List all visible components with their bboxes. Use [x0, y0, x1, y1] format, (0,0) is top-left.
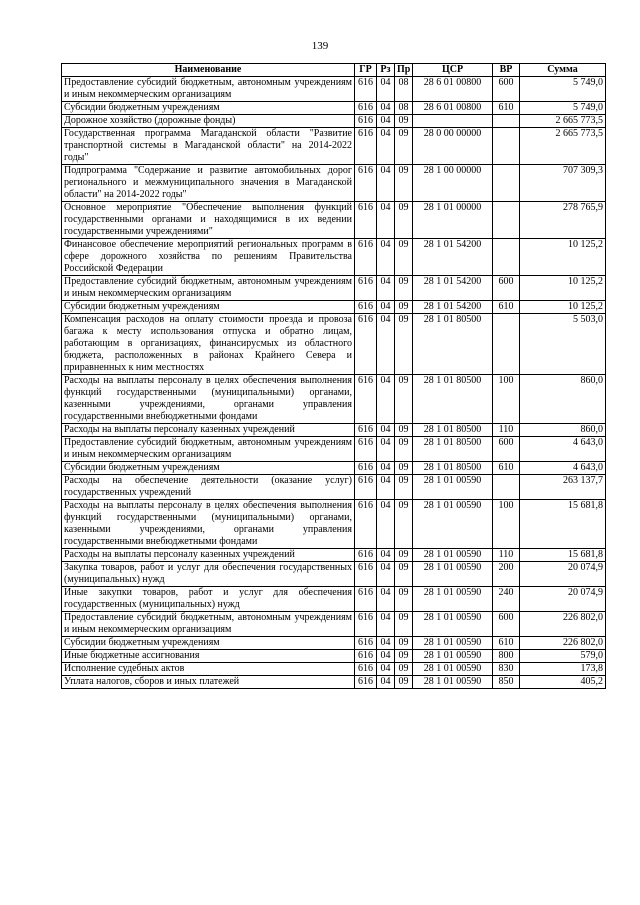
cell-csr: 28 1 01 80500	[413, 314, 493, 375]
header-name: Наименование	[62, 64, 355, 77]
table-row	[62, 202, 606, 239]
cell-pr: 09	[395, 663, 413, 676]
cell-gr: 616	[355, 314, 377, 375]
cell-sum: 4 643,0	[520, 462, 606, 475]
table-row	[62, 115, 606, 128]
budget-table	[61, 63, 606, 689]
cell-sum: 278 765,9	[520, 202, 606, 239]
cell-vr	[493, 475, 520, 500]
cell-pr: 09	[395, 650, 413, 663]
cell-gr: 616	[355, 587, 377, 612]
cell-name: Иные бюджетные ассигнования	[62, 650, 355, 663]
cell-sum: 860,0	[520, 424, 606, 437]
cell-rz: 04	[377, 549, 395, 562]
cell-vr	[493, 128, 520, 165]
cell-gr: 616	[355, 239, 377, 276]
cell-csr: 28 1 01 00590	[413, 650, 493, 663]
cell-gr: 616	[355, 102, 377, 115]
table-row	[62, 375, 606, 424]
table-row	[62, 462, 606, 475]
cell-rz: 04	[377, 650, 395, 663]
cell-rz: 04	[377, 301, 395, 314]
cell-sum: 15 681,8	[520, 500, 606, 549]
cell-vr	[493, 165, 520, 202]
table-row	[62, 587, 606, 612]
table-row	[62, 663, 606, 676]
table-row	[62, 549, 606, 562]
header-vr: ВР	[493, 64, 520, 77]
cell-gr: 616	[355, 549, 377, 562]
cell-rz: 04	[377, 475, 395, 500]
table-row	[62, 314, 606, 375]
cell-sum: 2 665 773,5	[520, 115, 606, 128]
cell-pr: 09	[395, 562, 413, 587]
cell-gr: 616	[355, 437, 377, 462]
cell-sum: 579,0	[520, 650, 606, 663]
table-row	[62, 676, 606, 689]
cell-csr: 28 1 01 00000	[413, 202, 493, 239]
table-row	[62, 437, 606, 462]
header-pr: Пр	[395, 64, 413, 77]
cell-gr: 616	[355, 115, 377, 128]
cell-gr: 616	[355, 562, 377, 587]
cell-sum: 10 125,2	[520, 276, 606, 301]
cell-csr: 28 1 01 80500	[413, 424, 493, 437]
cell-pr: 09	[395, 475, 413, 500]
cell-vr: 110	[493, 424, 520, 437]
cell-sum: 4 643,0	[520, 437, 606, 462]
cell-name: Исполнение судебных актов	[62, 663, 355, 676]
cell-vr: 600	[493, 437, 520, 462]
table-row	[62, 102, 606, 115]
cell-sum: 20 074,9	[520, 587, 606, 612]
cell-vr: 240	[493, 587, 520, 612]
cell-sum: 15 681,8	[520, 549, 606, 562]
cell-pr: 09	[395, 676, 413, 689]
cell-sum: 860,0	[520, 375, 606, 424]
cell-sum: 707 309,3	[520, 165, 606, 202]
cell-sum: 5 749,0	[520, 77, 606, 102]
cell-vr	[493, 115, 520, 128]
cell-name: Предоставление субсидий бюджетным, автономным учреждениям и иным некоммерческим организациям	[62, 77, 355, 102]
cell-vr: 610	[493, 301, 520, 314]
cell-vr: 100	[493, 375, 520, 424]
cell-rz: 04	[377, 77, 395, 102]
cell-gr: 616	[355, 676, 377, 689]
table-row	[62, 301, 606, 314]
header-rz: Рз	[377, 64, 395, 77]
table-row	[62, 650, 606, 663]
cell-gr: 616	[355, 637, 377, 650]
cell-name: Субсидии бюджетным учреждениям	[62, 301, 355, 314]
cell-pr: 09	[395, 375, 413, 424]
cell-gr: 616	[355, 663, 377, 676]
cell-name: Расходы на обеспечение деятельности (оказание услуг) государственных учреждений	[62, 475, 355, 500]
cell-name: Расходы на выплаты персоналу казенных учреждений	[62, 549, 355, 562]
cell-name: Предоставление субсидий бюджетным, автономным учреждениям и иным некоммерческим организациям	[62, 276, 355, 301]
cell-name: Основное мероприятие "Обеспечение выполнения функций государственными органами и находящимися в их ведении государственными учреждениями"	[62, 202, 355, 239]
cell-pr: 09	[395, 637, 413, 650]
cell-pr: 09	[395, 549, 413, 562]
cell-pr: 09	[395, 239, 413, 276]
cell-vr	[493, 202, 520, 239]
cell-rz: 04	[377, 128, 395, 165]
cell-pr: 09	[395, 301, 413, 314]
cell-rz: 04	[377, 612, 395, 637]
cell-vr: 800	[493, 650, 520, 663]
cell-rz: 04	[377, 663, 395, 676]
cell-rz: 04	[377, 637, 395, 650]
page-number: 139	[311, 40, 329, 52]
cell-sum: 10 125,2	[520, 239, 606, 276]
cell-gr: 616	[355, 202, 377, 239]
cell-name: Закупка товаров, работ и услуг для обеспечения государственных (муниципальных) нужд	[62, 562, 355, 587]
cell-sum: 173,8	[520, 663, 606, 676]
cell-csr: 28 1 01 00590	[413, 500, 493, 549]
cell-sum: 5 503,0	[520, 314, 606, 375]
cell-gr: 616	[355, 650, 377, 663]
cell-csr: 28 1 00 00000	[413, 165, 493, 202]
table-row	[62, 562, 606, 587]
cell-name: Иные закупки товаров, работ и услуг для обеспечения государственных (муниципальных) нужд	[62, 587, 355, 612]
table-row	[62, 500, 606, 549]
cell-name: Уплата налогов, сборов и иных платежей	[62, 676, 355, 689]
cell-name: Предоставление субсидий бюджетным, автономным учреждениям и иным некоммерческим организациям	[62, 437, 355, 462]
cell-rz: 04	[377, 115, 395, 128]
cell-pr: 09	[395, 128, 413, 165]
header-sum: Сумма	[520, 64, 606, 77]
cell-sum: 263 137,7	[520, 475, 606, 500]
cell-vr: 100	[493, 500, 520, 549]
cell-gr: 616	[355, 612, 377, 637]
cell-csr: 28 1 01 54200	[413, 239, 493, 276]
cell-name: Субсидии бюджетным учреждениям	[62, 102, 355, 115]
cell-pr: 09	[395, 115, 413, 128]
cell-gr: 616	[355, 375, 377, 424]
header-gr: ГР	[355, 64, 377, 77]
cell-pr: 09	[395, 500, 413, 549]
cell-name: Дорожное хозяйство (дорожные фонды)	[62, 115, 355, 128]
cell-name: Расходы на выплаты персоналу в целях обеспечения выполнения функций государственными (муниципальными) органами, казенными учреждениями, органами управления государственными внебюджетными фондами	[62, 375, 355, 424]
cell-vr: 850	[493, 676, 520, 689]
table-header-row	[62, 64, 606, 77]
cell-sum: 226 802,0	[520, 637, 606, 650]
cell-vr: 830	[493, 663, 520, 676]
cell-name: Субсидии бюджетным учреждениям	[62, 462, 355, 475]
cell-gr: 616	[355, 500, 377, 549]
cell-rz: 04	[377, 500, 395, 549]
cell-sum: 5 749,0	[520, 102, 606, 115]
cell-sum: 2 665 773,5	[520, 128, 606, 165]
table-row	[62, 424, 606, 437]
cell-gr: 616	[355, 276, 377, 301]
cell-rz: 04	[377, 314, 395, 375]
cell-name: Расходы на выплаты персоналу в целях обеспечения выполнения функций государственными (муниципальными) органами, казенными учреждениями, органами управления государственными внебюджетными фондами	[62, 500, 355, 549]
cell-pr: 09	[395, 314, 413, 375]
table-row	[62, 165, 606, 202]
cell-name: Государственная программа Магаданской области "Развитие транспортной системы в Магаданской области" на 2014-2022 годы"	[62, 128, 355, 165]
cell-pr: 09	[395, 462, 413, 475]
cell-csr: 28 1 01 00590	[413, 612, 493, 637]
cell-sum: 20 074,9	[520, 562, 606, 587]
cell-name: Субсидии бюджетным учреждениям	[62, 637, 355, 650]
table-row	[62, 77, 606, 102]
cell-gr: 616	[355, 462, 377, 475]
cell-rz: 04	[377, 202, 395, 239]
cell-vr: 600	[493, 77, 520, 102]
cell-csr: 28 1 01 00590	[413, 663, 493, 676]
cell-gr: 616	[355, 77, 377, 102]
cell-csr: 28 1 01 00590	[413, 562, 493, 587]
cell-csr	[413, 115, 493, 128]
cell-pr: 09	[395, 587, 413, 612]
cell-pr: 09	[395, 612, 413, 637]
cell-rz: 04	[377, 102, 395, 115]
cell-rz: 04	[377, 462, 395, 475]
cell-csr: 28 0 00 00000	[413, 128, 493, 165]
cell-vr: 610	[493, 102, 520, 115]
table-row	[62, 239, 606, 276]
cell-sum: 226 802,0	[520, 612, 606, 637]
table-row	[62, 128, 606, 165]
cell-vr: 610	[493, 637, 520, 650]
cell-vr: 600	[493, 612, 520, 637]
cell-vr: 110	[493, 549, 520, 562]
cell-rz: 04	[377, 165, 395, 202]
cell-gr: 616	[355, 128, 377, 165]
cell-csr: 28 1 01 80500	[413, 462, 493, 475]
cell-rz: 04	[377, 676, 395, 689]
cell-csr: 28 1 01 00590	[413, 549, 493, 562]
table-row	[62, 276, 606, 301]
cell-vr: 200	[493, 562, 520, 587]
cell-csr: 28 6 01 00800	[413, 77, 493, 102]
cell-sum: 10 125,2	[520, 301, 606, 314]
cell-pr: 08	[395, 102, 413, 115]
cell-name: Расходы на выплаты персоналу казенных учреждений	[62, 424, 355, 437]
cell-rz: 04	[377, 562, 395, 587]
cell-csr: 28 1 01 54200	[413, 276, 493, 301]
cell-gr: 616	[355, 424, 377, 437]
table-row	[62, 612, 606, 637]
cell-rz: 04	[377, 276, 395, 301]
cell-csr: 28 1 01 00590	[413, 475, 493, 500]
cell-vr	[493, 239, 520, 276]
cell-gr: 616	[355, 301, 377, 314]
cell-csr: 28 1 01 54200	[413, 301, 493, 314]
cell-sum: 405,2	[520, 676, 606, 689]
cell-csr: 28 6 01 00800	[413, 102, 493, 115]
cell-pr: 09	[395, 202, 413, 239]
cell-vr: 600	[493, 276, 520, 301]
cell-csr: 28 1 01 00590	[413, 637, 493, 650]
cell-pr: 08	[395, 77, 413, 102]
header-csr: ЦСР	[413, 64, 493, 77]
cell-csr: 28 1 01 00590	[413, 676, 493, 689]
cell-name: Предоставление субсидий бюджетным, автономным учреждениям и иным некоммерческим организациям	[62, 612, 355, 637]
cell-csr: 28 1 01 00590	[413, 587, 493, 612]
table-body	[62, 77, 606, 689]
cell-rz: 04	[377, 437, 395, 462]
cell-name: Компенсация расходов на оплату стоимости проезда и провоза багажа к месту использования отпуска и обратно лицам, работающим в организациях, финансирусмых из областного бюджета, расположенных в районах Крайнего Севера и приравненных к ним местностях	[62, 314, 355, 375]
table-row	[62, 475, 606, 500]
cell-name: Подпрограмма "Содержание и развитие автомобильных дорог регионального и межмуниципального значения в Магаданской области" на 2014-2022 годы"	[62, 165, 355, 202]
cell-pr: 09	[395, 424, 413, 437]
cell-pr: 09	[395, 276, 413, 301]
cell-rz: 04	[377, 239, 395, 276]
cell-gr: 616	[355, 165, 377, 202]
cell-name: Финансовое обеспечение мероприятий региональных программ в сфере дорожного хозяйства по решениям Правительства Российской Федерации	[62, 239, 355, 276]
cell-pr: 09	[395, 437, 413, 462]
cell-rz: 04	[377, 587, 395, 612]
table-row	[62, 637, 606, 650]
cell-vr	[493, 314, 520, 375]
cell-csr: 28 1 01 80500	[413, 437, 493, 462]
cell-csr: 28 1 01 80500	[413, 375, 493, 424]
cell-rz: 04	[377, 375, 395, 424]
cell-rz: 04	[377, 424, 395, 437]
cell-pr: 09	[395, 165, 413, 202]
cell-vr: 610	[493, 462, 520, 475]
cell-gr: 616	[355, 475, 377, 500]
